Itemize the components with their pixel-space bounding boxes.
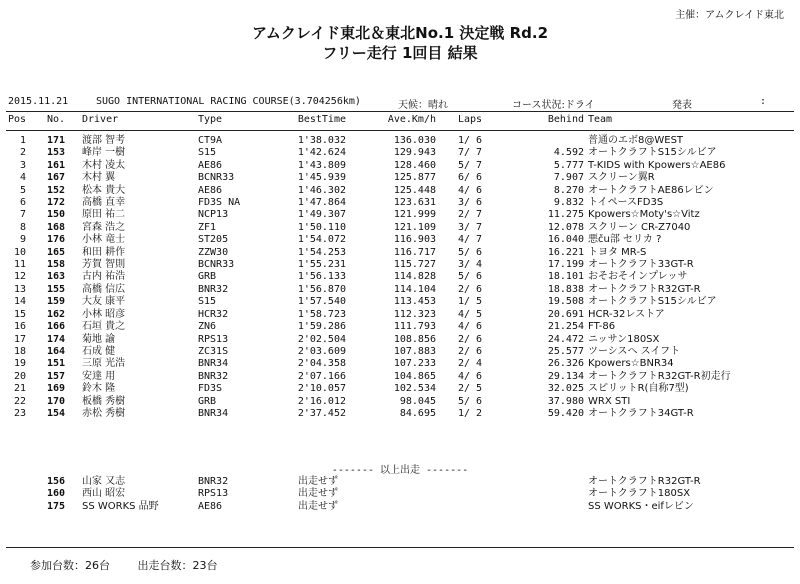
car-number-cell: 166 bbox=[46, 321, 65, 333]
team-cell: オートクラフトS15シルビア bbox=[588, 296, 717, 308]
table-row bbox=[0, 408, 800, 420]
laps-cell: 4/ 7 bbox=[457, 234, 483, 246]
dns-row bbox=[0, 488, 800, 500]
average-speed-cell: 112.323 bbox=[393, 308, 436, 320]
table-row bbox=[0, 209, 800, 221]
position-cell: 3 bbox=[19, 159, 26, 171]
laps-cell: 5/ 7 bbox=[457, 159, 483, 171]
organizer-label: 主催：アムクレイド東北 bbox=[675, 10, 784, 21]
car-number-cell: 168 bbox=[46, 221, 65, 233]
driver-cell: 小林 竜士 bbox=[82, 234, 126, 246]
car-type-cell: ZC31S bbox=[198, 345, 229, 357]
status-cell: 出走せず bbox=[298, 476, 338, 487]
team-cell: スクリーン CR-Z7040 bbox=[588, 221, 691, 233]
col-no: No. bbox=[46, 114, 65, 125]
average-speed-cell: 114.104 bbox=[393, 283, 436, 295]
car-number-cell: 172 bbox=[46, 197, 65, 209]
best-time-cell: 1'42.624 bbox=[297, 147, 346, 159]
position-cell: 4 bbox=[19, 172, 26, 184]
average-speed-cell: 98.045 bbox=[399, 395, 436, 407]
driver-cell: 高橋 直幸 bbox=[82, 197, 126, 209]
position-cell: 11 bbox=[13, 259, 26, 271]
driver-cell: 古内 祐浩 bbox=[82, 271, 126, 283]
best-time-cell: 1'46.302 bbox=[297, 184, 346, 196]
average-speed-cell: 114.828 bbox=[393, 271, 436, 283]
driver-cell: 菊地 諭 bbox=[82, 333, 116, 345]
car-type-cell: BNR34 bbox=[198, 358, 229, 370]
behind-cell: 26.326 bbox=[547, 358, 584, 370]
team-cell: オートクラフトS15シルビア bbox=[588, 147, 717, 159]
laps-cell: 3/ 6 bbox=[457, 197, 483, 209]
average-speed-cell: 116.717 bbox=[393, 246, 436, 258]
driver-cell: 高橋 信広 bbox=[82, 283, 126, 295]
team-cell: T-KIDS with Kpowers☆AE86 bbox=[588, 159, 726, 171]
average-speed-cell: 115.727 bbox=[393, 259, 436, 271]
position-cell: 16 bbox=[13, 321, 26, 333]
table-row bbox=[0, 135, 800, 147]
driver-cell: 石垣 貴之 bbox=[82, 321, 126, 333]
dns-row bbox=[0, 476, 800, 488]
entries-count: 参加台数：26台 bbox=[30, 559, 110, 572]
laps-cell: 6/ 6 bbox=[457, 172, 483, 184]
position-cell: 6 bbox=[19, 197, 26, 209]
table-row bbox=[0, 247, 800, 259]
average-speed-cell: 128.460 bbox=[393, 159, 436, 171]
car-number-cell: 161 bbox=[46, 159, 65, 171]
car-number-cell: 151 bbox=[46, 358, 65, 370]
laps-cell: 7/ 7 bbox=[457, 147, 483, 159]
event-date: 2015.11.21 bbox=[8, 96, 69, 107]
average-speed-cell: 84.695 bbox=[399, 407, 436, 419]
team-cell: トイペースFD3S bbox=[588, 197, 664, 209]
page-title: アムクレイド東北＆東北No.1 決定戦 Rd.2 bbox=[251, 24, 549, 42]
team-cell: ニッサン180SX bbox=[588, 333, 660, 345]
behind-cell: 18.101 bbox=[547, 271, 584, 283]
car-number-cell: 164 bbox=[46, 345, 65, 357]
team-cell: オートクラフトAE86レビン bbox=[588, 184, 714, 196]
best-time-cell: 1'47.864 bbox=[297, 197, 346, 209]
car-number-cell: 157 bbox=[46, 370, 65, 382]
car-type-cell: BCNR33 bbox=[198, 172, 235, 184]
best-time-cell: 1'56.870 bbox=[297, 283, 346, 295]
behind-cell: 25.577 bbox=[547, 345, 584, 357]
position-cell: 22 bbox=[13, 395, 26, 407]
best-time-cell: 1'56.133 bbox=[297, 271, 346, 283]
car-type-cell: ZF1 bbox=[198, 221, 217, 233]
driver-cell: 木村 翼 bbox=[82, 172, 116, 184]
driver-cell: 小林 昭彦 bbox=[82, 308, 126, 320]
driver-cell: 三原 光浩 bbox=[82, 358, 126, 370]
average-speed-cell: 121.999 bbox=[393, 209, 436, 221]
position-cell: 23 bbox=[13, 407, 26, 419]
table-row bbox=[0, 346, 800, 358]
driver-cell: 峰岸 一樹 bbox=[82, 147, 126, 159]
col-laps: Laps bbox=[457, 114, 483, 125]
laps-cell: 2/ 6 bbox=[457, 345, 483, 357]
car-type-cell: ST205 bbox=[198, 234, 229, 246]
average-speed-cell: 136.030 bbox=[393, 135, 436, 146]
car-number-cell: 150 bbox=[46, 209, 65, 221]
footer-summary bbox=[30, 557, 242, 573]
team-cell: FT-86 bbox=[588, 321, 616, 333]
car-type-cell: BNR34 bbox=[198, 407, 229, 419]
behind-cell: 37.980 bbox=[547, 395, 584, 407]
header-top-rule bbox=[6, 111, 794, 112]
position-cell: 21 bbox=[13, 383, 26, 395]
col-driver: Driver bbox=[82, 114, 119, 125]
table-row bbox=[0, 296, 800, 308]
car-number-cell: 158 bbox=[46, 259, 65, 271]
average-speed-cell: 107.883 bbox=[393, 345, 436, 357]
driver-cell: 鈴木 隆 bbox=[82, 383, 116, 395]
driver-cell: SS WORKS 品野 bbox=[82, 500, 159, 512]
car-number-cell: 160 bbox=[46, 488, 65, 500]
best-time-cell: 2'16.012 bbox=[297, 395, 346, 407]
car-type-cell: AE86 bbox=[198, 500, 223, 512]
car-number-cell: 155 bbox=[46, 283, 65, 295]
car-type-cell: AE86 bbox=[198, 159, 223, 171]
best-time-cell: 1'57.540 bbox=[297, 296, 346, 308]
position-cell: 1 bbox=[19, 135, 26, 146]
course-status-label: コース状況:ドライ bbox=[512, 100, 595, 111]
driver-cell: 宮森 浩之 bbox=[82, 221, 126, 233]
average-speed-cell: 121.109 bbox=[393, 221, 436, 233]
starters-count: 出走台数：23台 bbox=[137, 559, 218, 572]
behind-cell: 11.275 bbox=[547, 209, 584, 221]
laps-cell: 3/ 7 bbox=[457, 221, 483, 233]
car-number-cell: 162 bbox=[46, 308, 65, 320]
best-time-cell: 2'37.452 bbox=[297, 407, 346, 419]
position-cell: 14 bbox=[13, 296, 26, 308]
car-type-cell: ZZW30 bbox=[198, 246, 229, 258]
announcement-label: 発表 bbox=[672, 100, 692, 111]
car-type-cell: CT9A bbox=[198, 135, 223, 146]
behind-cell: 16.221 bbox=[547, 246, 584, 258]
average-speed-cell: 123.631 bbox=[393, 197, 436, 209]
laps-cell: 2/ 6 bbox=[457, 283, 483, 295]
behind-cell: 21.254 bbox=[547, 321, 584, 333]
laps-cell: 2/ 7 bbox=[457, 209, 483, 221]
behind-cell: 4.592 bbox=[553, 147, 584, 159]
laps-cell: 2/ 4 bbox=[457, 358, 483, 370]
did-not-start-table bbox=[0, 476, 800, 513]
driver-cell: 板橋 秀樹 bbox=[82, 395, 126, 407]
table-row bbox=[0, 371, 800, 383]
car-type-cell: BNR32 bbox=[198, 370, 229, 382]
car-type-cell: GRB bbox=[198, 395, 217, 407]
average-speed-cell: 113.453 bbox=[393, 296, 436, 308]
best-time-cell: 1'54.253 bbox=[297, 246, 346, 258]
team-cell: オートクラフトR32GT-R bbox=[588, 283, 701, 295]
team-cell: HCR-32レストア bbox=[588, 308, 665, 320]
weather-label: 天候：晴れ bbox=[398, 100, 448, 111]
behind-cell: 19.508 bbox=[547, 296, 584, 308]
car-type-cell: GRB bbox=[198, 271, 217, 283]
status-cell: 出走せず bbox=[298, 488, 338, 500]
team-cell: スピリットR(自称7型) bbox=[588, 383, 689, 395]
header-bottom-rule bbox=[6, 130, 794, 131]
col-pos: Pos bbox=[7, 114, 26, 125]
behind-cell: 16.040 bbox=[547, 234, 584, 246]
status-cell: 出走せず bbox=[298, 500, 338, 512]
team-cell: Kpowers☆BNR34 bbox=[588, 358, 674, 370]
car-number-cell: 159 bbox=[46, 296, 65, 308]
team-cell: オートクラフトR32GT-R初走行 bbox=[588, 370, 731, 382]
table-header bbox=[0, 114, 800, 128]
table-row bbox=[0, 172, 800, 184]
team-cell: オートクラフト180SX bbox=[588, 488, 691, 500]
car-type-cell: RPS13 bbox=[198, 333, 229, 345]
table-row bbox=[0, 383, 800, 395]
car-type-cell: FD3S bbox=[198, 383, 223, 395]
car-type-cell: ZN6 bbox=[198, 321, 217, 333]
car-number-cell: 170 bbox=[46, 395, 65, 407]
car-number-cell: 169 bbox=[46, 383, 65, 395]
best-time-cell: 2'04.358 bbox=[297, 358, 346, 370]
team-cell: Kpowers☆Moty's☆Vitz bbox=[588, 209, 700, 221]
car-type-cell: BNR32 bbox=[198, 476, 229, 487]
best-time-cell: 1'55.231 bbox=[297, 259, 346, 271]
team-cell: トヨタ MR-S bbox=[588, 246, 647, 258]
average-speed-cell: 104.865 bbox=[393, 370, 436, 382]
table-row bbox=[0, 222, 800, 234]
car-number-cell: 156 bbox=[46, 476, 65, 487]
driver-cell: 木村 凌太 bbox=[82, 159, 126, 171]
average-speed-cell: 116.903 bbox=[393, 234, 436, 246]
driver-cell: 原田 祐二 bbox=[82, 209, 126, 221]
driver-cell: 山家 又志 bbox=[82, 476, 126, 487]
laps-cell: 2/ 6 bbox=[457, 333, 483, 345]
behind-cell: 24.472 bbox=[547, 333, 584, 345]
team-cell: スクリーン翼R bbox=[588, 172, 655, 184]
position-cell: 10 bbox=[13, 246, 26, 258]
team-cell: SS WORKS・eifレビン bbox=[588, 500, 694, 512]
best-time-cell: 2'07.166 bbox=[297, 370, 346, 382]
best-time-cell: 1'59.286 bbox=[297, 321, 346, 333]
behind-cell: 5.777 bbox=[553, 159, 584, 171]
car-type-cell: FD3S NA bbox=[198, 197, 241, 209]
position-cell: 19 bbox=[13, 358, 26, 370]
car-number-cell: 154 bbox=[46, 407, 65, 419]
behind-cell: 17.199 bbox=[547, 259, 584, 271]
team-cell: オートクラフト33GT-R bbox=[588, 259, 694, 271]
table-row bbox=[0, 358, 800, 370]
table-row bbox=[0, 185, 800, 197]
driver-cell: 石成 健 bbox=[82, 345, 116, 357]
driver-cell: 芳賀 智則 bbox=[82, 259, 126, 271]
laps-cell: 3/ 4 bbox=[457, 259, 483, 271]
average-speed-cell: 129.943 bbox=[393, 147, 436, 159]
car-number-cell: 163 bbox=[46, 271, 65, 283]
table-row bbox=[0, 334, 800, 346]
position-cell: 12 bbox=[13, 271, 26, 283]
best-time-cell: 1'45.939 bbox=[297, 172, 346, 184]
results-table bbox=[0, 135, 800, 420]
driver-cell: 大友 康平 bbox=[82, 296, 126, 308]
driver-cell: 西山 昭宏 bbox=[82, 488, 126, 500]
col-behind: Behind bbox=[547, 114, 584, 125]
dns-row bbox=[0, 501, 800, 513]
average-speed-cell: 111.793 bbox=[393, 321, 436, 333]
col-team: Team bbox=[588, 114, 613, 125]
table-row bbox=[0, 147, 800, 159]
driver-cell: 赤松 秀樹 bbox=[82, 407, 126, 419]
car-type-cell: HCR32 bbox=[198, 308, 229, 320]
table-row bbox=[0, 396, 800, 408]
laps-cell: 5/ 6 bbox=[457, 395, 483, 407]
position-cell: 13 bbox=[13, 283, 26, 295]
car-type-cell: S15 bbox=[198, 147, 217, 159]
position-cell: 17 bbox=[13, 333, 26, 345]
team-cell: 悪ču部 セリカ ? bbox=[588, 234, 662, 246]
car-type-cell: RPS13 bbox=[198, 488, 229, 500]
session-info-bar bbox=[0, 96, 800, 110]
position-cell: 15 bbox=[13, 308, 26, 320]
col-best-time: BestTime bbox=[297, 114, 346, 125]
table-row bbox=[0, 271, 800, 283]
team-cell: おそおそインプレッサ bbox=[588, 271, 688, 283]
announcement-separator: : bbox=[760, 96, 767, 107]
team-cell: オートクラフトR32GT-R bbox=[588, 476, 701, 487]
driver-cell: 和田 耕作 bbox=[82, 246, 126, 258]
behind-cell: 7.907 bbox=[553, 172, 584, 184]
car-type-cell: S15 bbox=[198, 296, 217, 308]
behind-cell: 18.838 bbox=[547, 283, 584, 295]
best-time-cell: 1'50.110 bbox=[297, 221, 346, 233]
position-cell: 5 bbox=[19, 184, 26, 196]
team-cell: ツーシスへ スイフト bbox=[588, 345, 681, 357]
position-cell: 18 bbox=[13, 345, 26, 357]
car-number-cell: 165 bbox=[46, 246, 65, 258]
laps-cell: 1/ 2 bbox=[457, 407, 483, 419]
best-time-cell: 1'43.809 bbox=[297, 159, 346, 171]
behind-cell: 8.270 bbox=[553, 184, 584, 196]
table-row bbox=[0, 321, 800, 333]
laps-cell: 4/ 6 bbox=[457, 184, 483, 196]
best-time-cell: 2'02.504 bbox=[297, 333, 346, 345]
car-number-cell: 171 bbox=[46, 135, 65, 146]
table-row bbox=[0, 160, 800, 172]
behind-cell: 29.134 bbox=[547, 370, 584, 382]
average-speed-cell: 125.877 bbox=[393, 172, 436, 184]
laps-cell: 1/ 6 bbox=[457, 135, 483, 146]
table-row bbox=[0, 197, 800, 209]
car-number-cell: 176 bbox=[46, 234, 65, 246]
position-cell: 2 bbox=[19, 147, 26, 159]
laps-cell: 4/ 6 bbox=[457, 321, 483, 333]
team-cell: オートクラフト34GT-R bbox=[588, 407, 694, 419]
started-divider: ------- 以上出走 ------- bbox=[331, 465, 469, 476]
car-number-cell: 167 bbox=[46, 172, 65, 184]
behind-cell: 20.691 bbox=[547, 308, 584, 320]
col-speed: Ave.Km/h bbox=[387, 114, 436, 125]
car-type-cell: AE86 bbox=[198, 184, 223, 196]
driver-cell: 渡部 智考 bbox=[82, 135, 126, 146]
best-time-cell: 2'10.057 bbox=[297, 383, 346, 395]
laps-cell: 5/ 6 bbox=[457, 246, 483, 258]
col-type: Type bbox=[198, 114, 223, 125]
average-speed-cell: 125.448 bbox=[393, 184, 436, 196]
behind-cell: 32.025 bbox=[547, 383, 584, 395]
position-cell: 9 bbox=[19, 234, 26, 246]
position-cell: 20 bbox=[13, 370, 26, 382]
behind-cell: 59.420 bbox=[547, 407, 584, 419]
car-type-cell: BNR32 bbox=[198, 283, 229, 295]
car-number-cell: 153 bbox=[46, 147, 65, 159]
best-time-cell: 2'03.609 bbox=[297, 345, 346, 357]
laps-cell: 1/ 5 bbox=[457, 296, 483, 308]
average-speed-cell: 108.856 bbox=[393, 333, 436, 345]
table-row bbox=[0, 309, 800, 321]
position-cell: 8 bbox=[19, 221, 26, 233]
laps-cell: 4/ 5 bbox=[457, 308, 483, 320]
car-type-cell: NCP13 bbox=[198, 209, 229, 221]
car-type-cell: BCNR33 bbox=[198, 259, 235, 271]
laps-cell: 4/ 6 bbox=[457, 370, 483, 382]
best-time-cell: 1'38.032 bbox=[297, 135, 346, 146]
team-cell: WRX STI bbox=[588, 395, 631, 407]
laps-cell: 5/ 6 bbox=[457, 271, 483, 283]
average-speed-cell: 107.233 bbox=[393, 358, 436, 370]
driver-cell: 松本 貴大 bbox=[82, 184, 126, 196]
behind-cell: 12.078 bbox=[547, 221, 584, 233]
laps-cell: 2/ 5 bbox=[457, 383, 483, 395]
best-time-cell: 1'49.307 bbox=[297, 209, 346, 221]
table-row bbox=[0, 234, 800, 246]
footer-rule bbox=[6, 547, 794, 548]
position-cell: 7 bbox=[19, 209, 26, 221]
behind-cell: 9.832 bbox=[553, 197, 584, 209]
best-time-cell: 1'54.072 bbox=[297, 234, 346, 246]
course-name: SUGO INTERNATIONAL RACING COURSE(3.704256km) bbox=[96, 96, 361, 107]
team-cell: 普通のエボ8@WEST bbox=[588, 135, 684, 146]
car-number-cell: 175 bbox=[46, 500, 65, 512]
car-number-cell: 174 bbox=[46, 333, 65, 345]
best-time-cell: 1'58.723 bbox=[297, 308, 346, 320]
car-number-cell: 152 bbox=[46, 184, 65, 196]
table-row bbox=[0, 284, 800, 296]
average-speed-cell: 102.534 bbox=[393, 383, 436, 395]
driver-cell: 安達 用 bbox=[82, 370, 116, 382]
table-row bbox=[0, 259, 800, 271]
page-subtitle: フリー走行 1回目 結果 bbox=[322, 44, 478, 62]
